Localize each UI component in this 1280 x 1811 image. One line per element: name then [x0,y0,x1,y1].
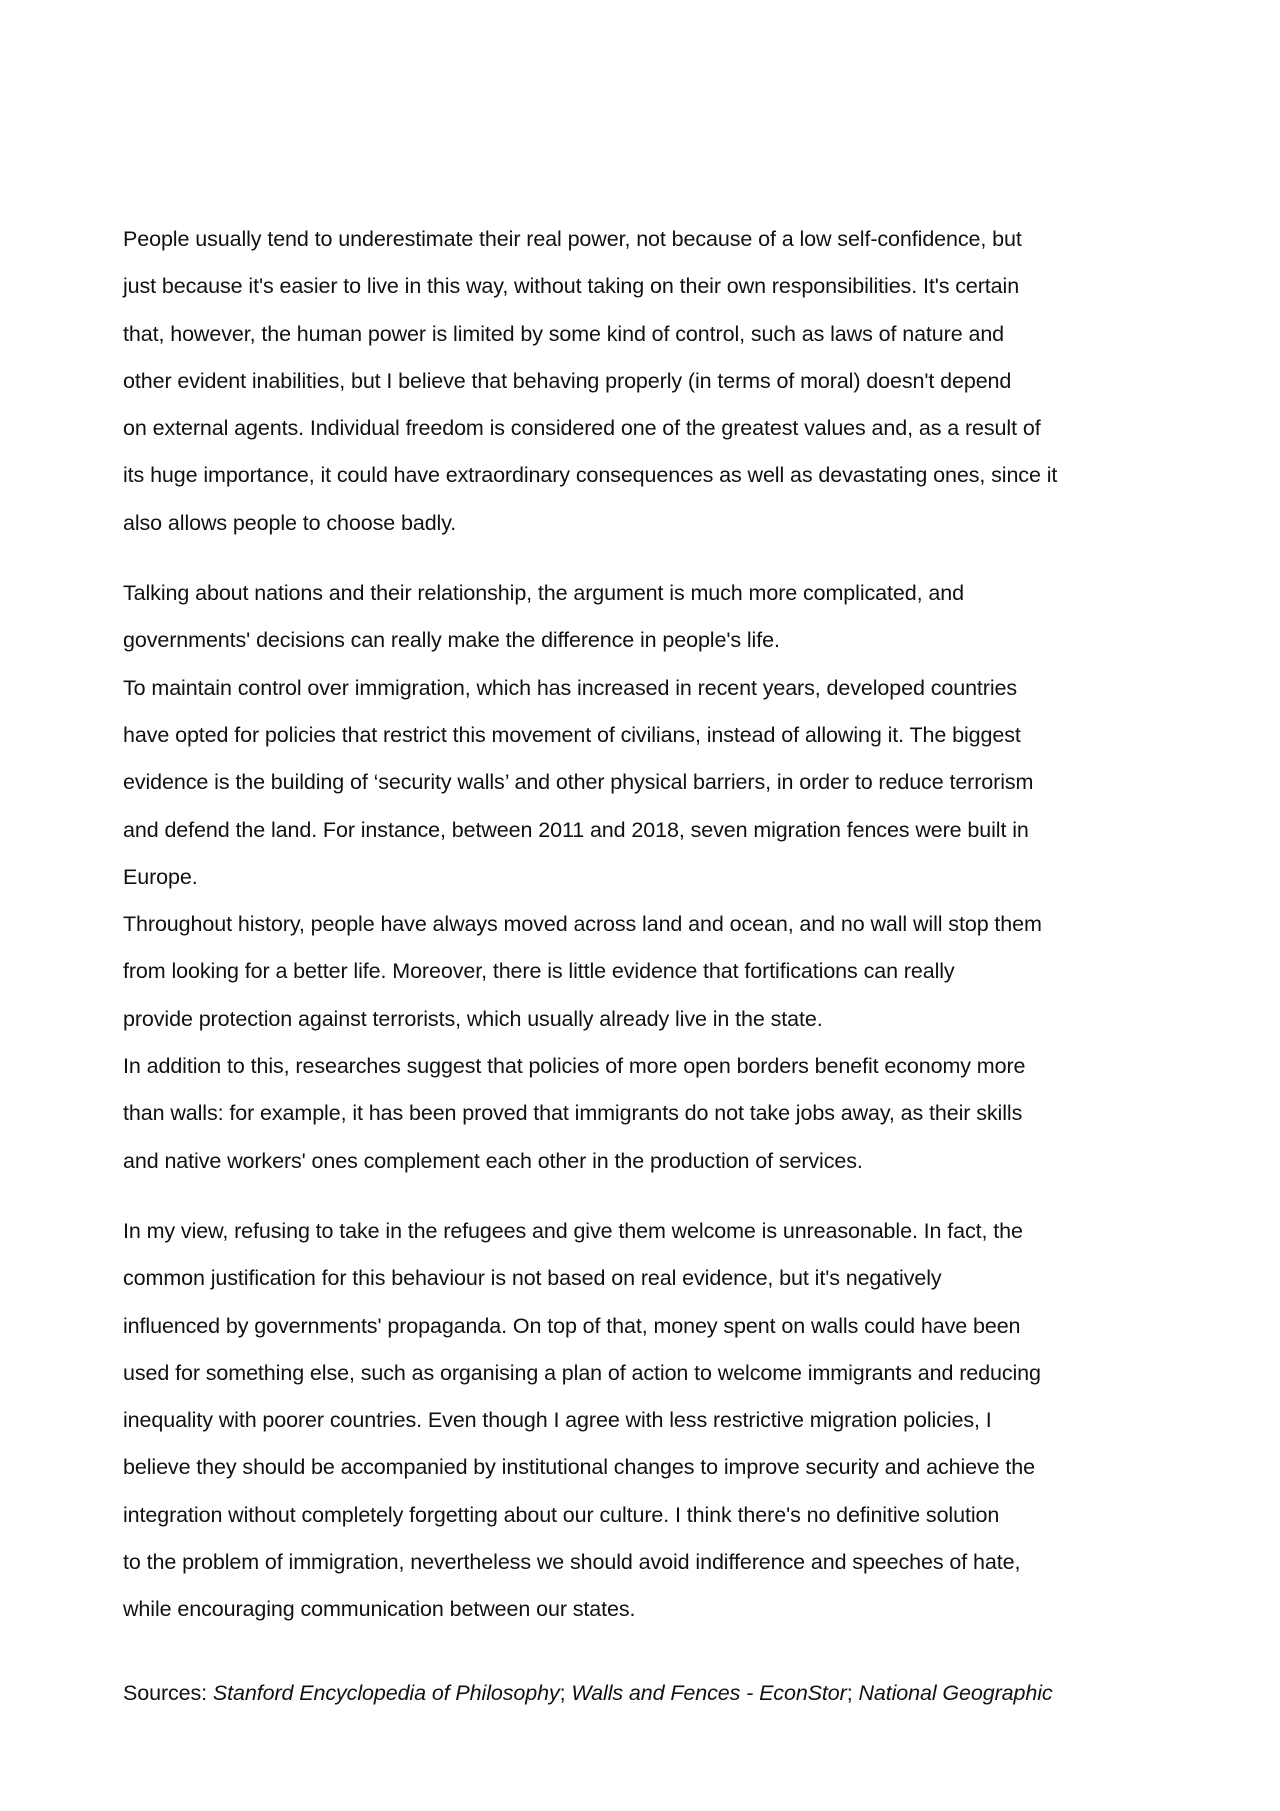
text-line: on external agents. Individual freedom is considered one of the greatest values and, as a result of [123,416,1041,441]
source-separator: ; [846,1680,859,1705]
text-line: Europe. [123,864,198,889]
text-line: common justification for this behaviour is not based on real evidence, but it's negatively [123,1266,942,1291]
text-line: believe they should be accompanied by institutional changes to improve security and achieve the [123,1455,1035,1480]
text-line: inequality with poorer countries. Even though I agree with less restrictive migration policies, I [123,1408,992,1433]
text-line: and defend the land. For instance, between 2011 and 2018, seven migration fences were built in [123,817,1029,842]
paragraph-2 [123,570,1183,1185]
paragraph-3 [123,1208,1183,1634]
paragraph-1 [123,216,1183,547]
text-line: provide protection against terrorists, which usually already live in the state. [123,1006,823,1031]
sources-line [123,1670,1183,1717]
text-line: and native workers' ones complement each other in the production of services. [123,1148,863,1173]
text-line: while encouraging communication between our states. [123,1597,636,1622]
text-line: that, however, the human power is limited by some kind of control, such as laws of nature and [123,321,1005,346]
text-line: just because it's easier to live in this way, without taking on their own responsibilities. It's certain [123,274,1020,299]
text-line: governments' decisions can really make the difference in people's life. [123,628,780,653]
paragraph-gap [123,1185,1183,1208]
document-page [123,216,1183,1717]
paragraph-gap [123,547,1183,570]
text-line: used for something else, such as organising a plan of action to welcome immigrants and reducing [123,1360,1041,1385]
text-line: integration without completely forgetting about our culture. I think there's no definitive solution [123,1502,1000,1527]
text-line: to the problem of immigration, nevertheless we should avoid indifference and speeches of hate, [123,1550,1021,1575]
text-line: have opted for policies that restrict this movement of civilians, instead of allowing it. The biggest [123,722,1021,747]
text-line: from looking for a better life. Moreover, there is little evidence that fortifications can really [123,959,955,984]
text-line: People usually tend to underestimate their real power, not because of a low self-confidence, but [123,227,1022,251]
text-line: influenced by governments' propaganda. On top of that, money spent on walls could have been [123,1313,1021,1338]
sources-label: Sources: [123,1680,213,1705]
text-line: Talking about nations and their relationship, the argument is much more complicated, and [123,581,964,606]
text-line: also allows people to choose badly. [123,510,457,535]
source-separator: ; [559,1680,572,1705]
text-line: Throughout history, people have always moved across land and ocean, and no wall will stop them [123,912,1042,937]
source-item: Walls and Fences - EconStor [571,1680,847,1705]
text-line: In addition to this, researches suggest that policies of more open borders benefit economy more [123,1054,1026,1079]
text-line: To maintain control over immigration, which has increased in recent years, developed countries [123,675,1018,700]
source-item: Stanford Encyclopedia of Philosophy [212,1680,560,1705]
text-line: evidence is the building of ‘security walls’ and other physical barriers, in order to reduce terrorism [123,770,1034,795]
source-item: National Geographic [858,1680,1053,1705]
text-line: its huge importance, it could have extraordinary consequences as well as devastating ones, since it [123,463,1058,488]
text-line: In my view, refusing to take in the refugees and give them welcome is unreasonable. In fact, the [123,1218,1023,1243]
text-line: other evident inabilities, but I believe that behaving properly (in terms of moral) doesn't depend [123,368,1012,393]
text-line: than walls: for example, it has been proved that immigrants do not take jobs away, as their skills [123,1101,1023,1126]
